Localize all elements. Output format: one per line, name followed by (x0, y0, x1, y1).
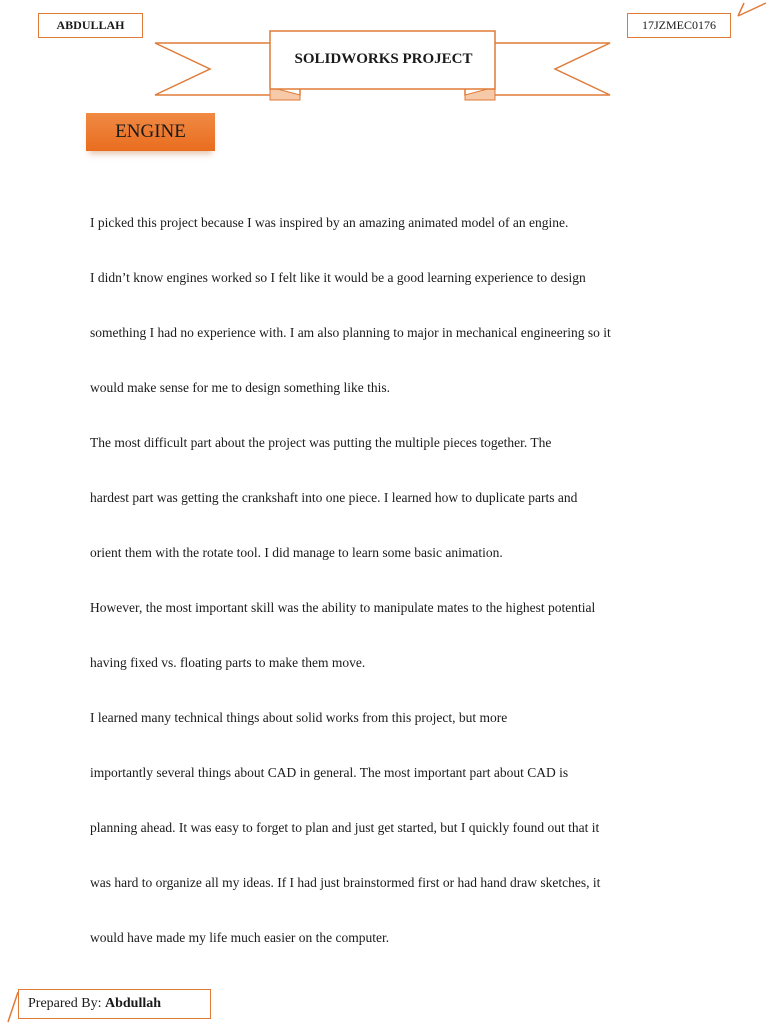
prepared-by-label: Prepared By: (28, 996, 102, 1011)
student-id-header-box (627, 13, 731, 38)
body-line: I didn’t know engines worked so I felt like it would be a good learning experience to design (90, 270, 586, 285)
body-line: would make sense for me to design something like this. (90, 380, 390, 395)
body-line: would have made my life much easier on the computer. (90, 930, 390, 945)
body-line: something I had no experience with. I am also planning to major in mechanical engineering so it (90, 325, 611, 340)
student-id: 17JZMEC0176 (641, 18, 716, 32)
section-title-tab: ENGINE (86, 113, 215, 151)
author-name: ABDULLAH (56, 18, 125, 32)
body-line: planning ahead. It was easy to forget to plan and just get started, but I quickly found out that it (90, 820, 600, 835)
banner-title: SOLIDWORKS PROJECT (294, 51, 473, 67)
body-line: was hard to organize all my ideas. If I had just brainstormed first or had hand draw sketches, it (90, 875, 601, 890)
body-line: The most difficult part about the project was putting the multiple pieces together. The (90, 435, 552, 450)
body-line: However, the most important skill was the ability to manipulate mates to the highest potential (90, 600, 596, 615)
corner-arrow-icon (736, 0, 768, 20)
body-line: hardest part was getting the crankshaft into one piece. I learned how to duplicate parts and (90, 490, 578, 505)
body-line: I learned many technical things about solid works from this project, but more (90, 710, 508, 725)
author-header-box (38, 13, 143, 38)
body-line: importantly several things about CAD in general. The most important part about CAD is (90, 765, 569, 780)
body-line: I picked this project because I was inspired by an amazing animated model of an engine. (90, 215, 569, 230)
body-line: having fixed vs. floating parts to make them move. (90, 655, 366, 670)
body-line: orient them with the rotate tool. I did manage to learn some basic animation. (90, 545, 503, 560)
prepared-by-name: Abdullah (104, 996, 162, 1011)
prepared-by-footer (18, 989, 211, 1019)
